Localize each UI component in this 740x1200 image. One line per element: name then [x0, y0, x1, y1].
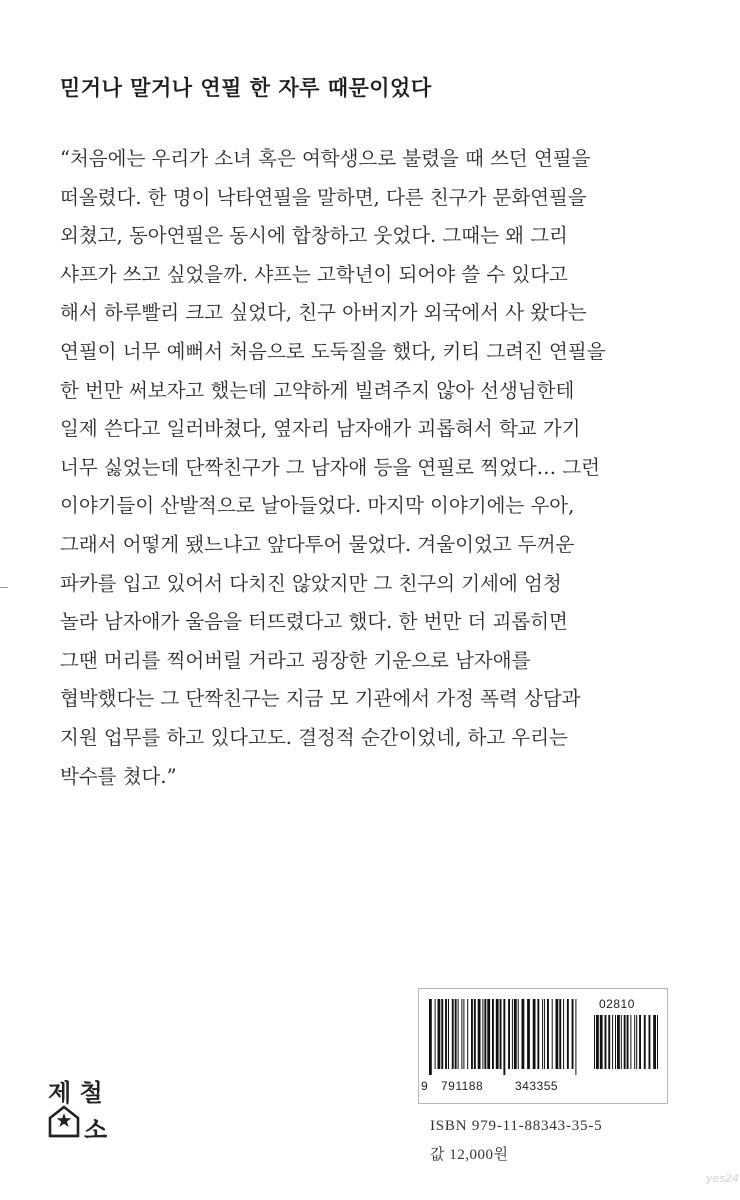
barcode-bar: [608, 1015, 610, 1069]
barcode-bar: [594, 1015, 595, 1069]
barcode-bar: [563, 999, 564, 1069]
barcode-bar: [575, 999, 576, 1075]
publisher-logo-line1: 제 철: [48, 1079, 103, 1107]
barcode-bar: [657, 1015, 658, 1069]
barcode-bar: [533, 999, 536, 1069]
excerpt-line: 너무 싫었는데 단짝친구가 그 남자애 등을 연필로 찍었다… 그런: [60, 455, 601, 479]
barcode-bar: [605, 1015, 607, 1069]
house-with-star-icon: [50, 1107, 78, 1136]
page-headline: 믿거나 말거나 연필 한 자루 때문이었다: [60, 76, 432, 100]
barcode-left-digits: 791188: [441, 1079, 484, 1093]
barcode-bar: [441, 999, 443, 1069]
barcode-bar: [552, 999, 553, 1069]
barcode-bar: [617, 1015, 620, 1069]
barcode-bar: [644, 1015, 646, 1069]
barcode-bar: [471, 999, 473, 1069]
barcode-bar: [537, 999, 539, 1069]
barcode-bar: [512, 999, 513, 1069]
barcode-bar: [567, 999, 569, 1069]
excerpt-line: 이야기들이 산발적으로 날아들었다. 마지막 이야기에는 우아,: [60, 494, 575, 518]
isbn-barcode: [418, 988, 668, 1104]
barcode-bar: [653, 1015, 656, 1069]
barcode-bar: [596, 1015, 599, 1069]
barcode-bar: [634, 1015, 635, 1069]
excerpt-line: 외쳤고, 동아연필은 동시에 합창하고 웃었다. 그때는 왜 그리: [60, 224, 568, 248]
barcode-bar: [487, 999, 490, 1069]
barcode-bar: [636, 1015, 637, 1069]
excerpt-paragraph: [60, 140, 690, 796]
barcode-bar: [500, 999, 502, 1069]
margin-mark: [0, 587, 8, 588]
barcode-bar: [624, 1015, 626, 1069]
barcode-bar: [649, 1015, 651, 1069]
barcode-bar: [467, 999, 468, 1069]
barcode-bar: [461, 999, 462, 1069]
excerpt-line: 박수를 쳤다.”: [60, 764, 177, 788]
addon-barcode-bars: [594, 1015, 658, 1075]
barcode-bar: [514, 999, 517, 1069]
excerpt-line: “처음에는 우리가 소녀 혹은 여학생으로 불렸을 때 쓰던 연필을: [60, 147, 591, 170]
barcode-bar: [438, 999, 441, 1069]
barcode-bar: [474, 999, 476, 1069]
barcode-bar: [448, 999, 449, 1069]
publisher-logo-line2: 소: [84, 1116, 108, 1144]
barcode-bar: [600, 1015, 603, 1069]
barcode-bar: [542, 999, 543, 1069]
excerpt-line: 그래서 어떻게 됐느냐고 앞다투어 물었다. 겨울이었고 두꺼운: [60, 532, 575, 556]
excerpt-line: 놀라 남자애가 울음을 터뜨렸다고 했다. 한 번만 더 괴롭히면: [60, 610, 568, 634]
barcode-bar: [630, 1015, 631, 1069]
watermark-text: yes24: [706, 1172, 740, 1185]
barcode-bar: [508, 999, 510, 1069]
barcode-bar: [455, 999, 457, 1069]
excerpt-line: 협박했다는 그 단짝친구는 지금 모 기관에서 가정 폭력 상담과: [60, 687, 581, 711]
barcode-bar: [445, 999, 447, 1069]
ean13-barcode-bars: [429, 999, 579, 1075]
barcode-right-digits: 343355: [515, 1079, 559, 1093]
barcode-bar: [572, 999, 574, 1069]
barcode-bar: [544, 999, 545, 1069]
barcode-bar: [496, 999, 499, 1069]
barcode-bar: [627, 1015, 629, 1069]
barcode-bar: [492, 999, 494, 1069]
barcode-bar: [522, 999, 525, 1069]
barcode-bar: [484, 999, 486, 1069]
barcode-bar: [463, 999, 464, 1069]
barcode-bar: [612, 1015, 613, 1069]
excerpt-line: 샤프가 쓰고 싶었을까. 샤프는 고학년이 되어야 쓸 수 있다고: [60, 262, 568, 286]
barcode-bar: [429, 999, 432, 1075]
publisher-logo: [44, 1074, 122, 1144]
isbn-number: ISBN 979-11-88343-35-5: [430, 1118, 603, 1134]
barcode-bar: [458, 999, 459, 1069]
barcode-bar: [621, 1015, 622, 1069]
excerpt-line: 한 번만 써보자고 했는데 고약하게 빌려주지 않아 선생님한테: [60, 378, 575, 402]
excerpt-line: 지원 업무를 하고 있다고도. 결정적 순간이었네, 하고 우리는: [60, 725, 568, 749]
book-price: 값 12,000원: [430, 1147, 509, 1163]
barcode-bar: [547, 999, 549, 1069]
excerpt-line: 그땐 머리를 찍어버릴 거라고 굉장한 기운으로 남자애를: [60, 648, 531, 672]
excerpt-line: 파카를 입고 있어서 다치진 않았지만 그 친구의 기세에 엄청: [60, 571, 562, 595]
barcode-bar: [527, 999, 530, 1069]
excerpt-line: 일제 쓴다고 일러바쳤다, 옆자리 남자애가 괴롭혀서 학교 가기: [60, 417, 581, 441]
excerpt-line: 연필이 너무 예뻐서 처음으로 도둑질을 했다, 키티 그려진 연필을: [60, 339, 606, 363]
barcode-bar: [482, 999, 483, 1069]
barcode-bar: [559, 999, 561, 1069]
barcode-addon-digits: 02810: [599, 997, 635, 1011]
barcode-bar: [556, 999, 559, 1069]
barcode-bar: [518, 999, 519, 1069]
barcode-bar: [435, 999, 436, 1069]
barcode-bar: [639, 1015, 641, 1069]
excerpt-line: 떠올렸다. 한 명이 낙타연필을 말하면, 다른 친구가 문화연필을: [60, 185, 587, 209]
barcode-bar: [452, 999, 454, 1069]
excerpt-line: 해서 하루빨리 크고 싶었다, 친구 아버지가 외국에서 사 왔다는: [60, 301, 587, 325]
barcode-bar: [503, 999, 505, 1075]
barcode-prefix-digit: 9: [421, 1079, 429, 1093]
barcode-bar: [615, 1015, 616, 1069]
barcode-bar: [478, 999, 481, 1069]
